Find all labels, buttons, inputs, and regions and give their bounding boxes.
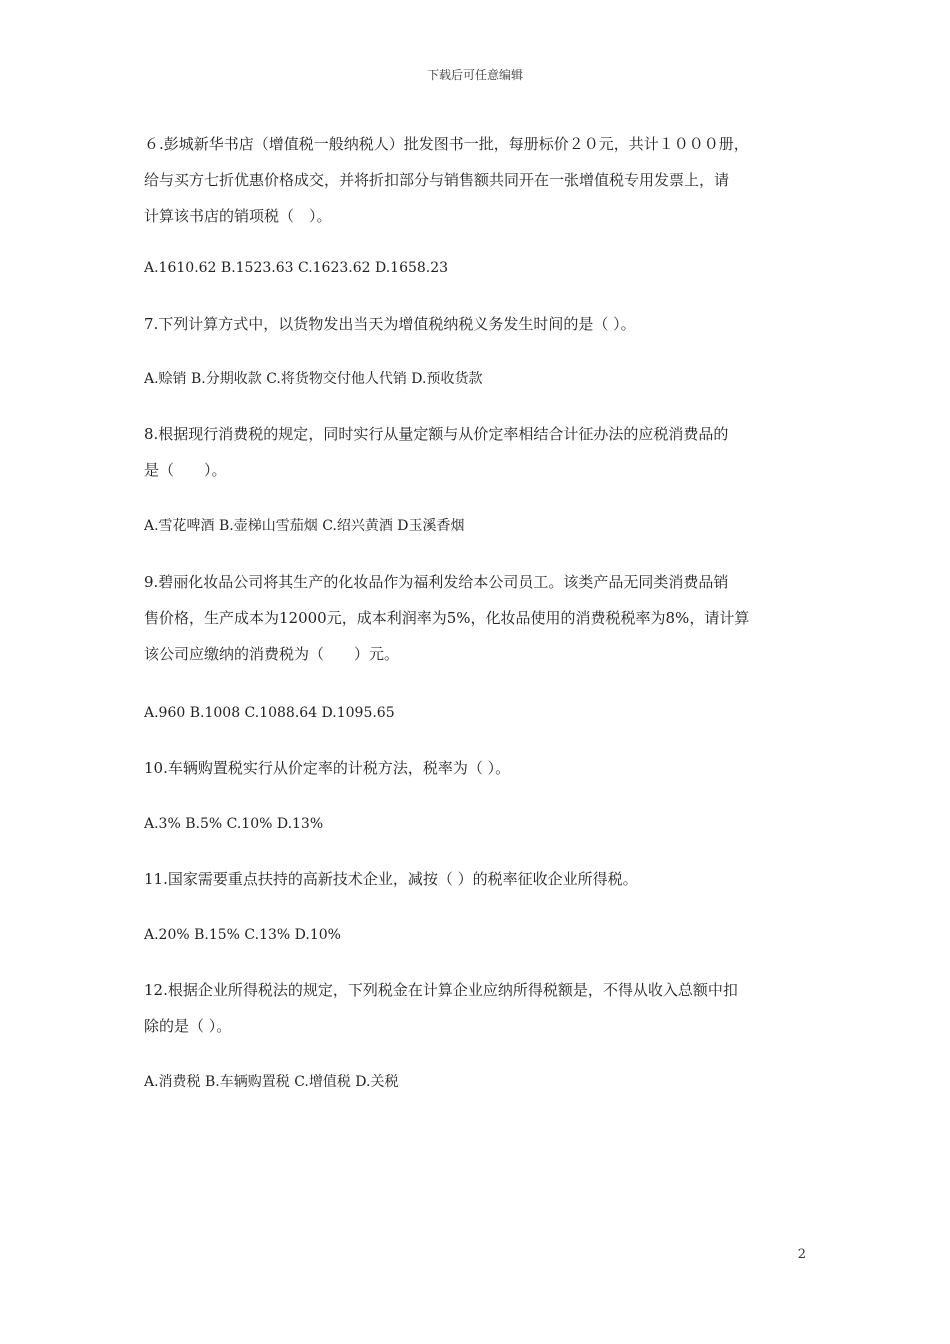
question-line: ６.彭城新华书店（增值税一般纳税人）批发图书一批，每册标价２０元，共计１０００册， xyxy=(144,135,749,153)
question-line: 给与买方七折优惠价格成交，并将折扣部分与销售额共同开在一张增值税专用发票上，请 xyxy=(144,171,730,189)
options-line: A.20% B.15% C.13% D.10% xyxy=(144,927,341,943)
options-line: A.1610.62 B.1523.63 C.1623.62 D.1658.23 xyxy=(144,260,449,276)
question-options-10 xyxy=(144,806,816,842)
question-options-9 xyxy=(144,695,816,731)
options-line: A.960 B.1008 C.1088.64 D.1095.65 xyxy=(144,705,395,721)
question-line: 计算该书店的销项税（ ）。 xyxy=(144,207,332,225)
options-line: A.3% B.5% C.10% D.13% xyxy=(144,816,324,832)
question-stem-9 xyxy=(144,564,816,672)
question-options-7 xyxy=(144,361,816,397)
question-stem-12 xyxy=(144,972,816,1044)
options-line: A.赊销 B.分期收款 C.将货物交付他人代销 D.预收货款 xyxy=(144,371,483,387)
options-line: A.雪花啤酒 B.壶梯山雪茄烟 C.绍兴黄酒 D玉溪香烟 xyxy=(144,518,465,534)
question-line: 11.国家需要重点扶持的高新技术企业，减按（ ）的税率征收企业所得税。 xyxy=(144,870,638,888)
question-stem-10 xyxy=(144,750,816,786)
question-stem-7 xyxy=(144,306,816,342)
options-line: A.消费税 B.车辆购置税 C.增值税 D.关税 xyxy=(144,1074,399,1090)
page-header: 下载后可任意编辑 xyxy=(426,68,523,82)
question-options-11 xyxy=(144,917,816,953)
page-number: 2 xyxy=(797,1247,806,1262)
question-stem-8 xyxy=(144,416,816,488)
question-line: 是（ ）。 xyxy=(144,461,227,479)
question-line: 9.碧丽化妆品公司将其生产的化妆品作为福利发给本公司员工。该类产品无同类消费品销 xyxy=(144,573,729,591)
question-line: 12.根据企业所得税法的规定，下列税金在计算企业应纳所得税额是，不得从收入总额中扣 xyxy=(144,981,738,999)
question-line: 7.下列计算方式中，以货物发出当天为增值税纳税义务发生时间的是（ ）。 xyxy=(144,315,636,333)
question-line: 8.根据现行消费税的规定，同时实行从量定额与从价定率相结合计征办法的应税消费品的 xyxy=(144,425,729,443)
question-line: 除的是（ ）。 xyxy=(144,1017,232,1035)
question-options-12 xyxy=(144,1064,816,1100)
question-line: 售价格，生产成本为12000元，成本利润率为5%，化妆品使用的消费税税率为8%，请计算 xyxy=(144,609,750,627)
question-line: 该公司应缴纳的消费税为（ ）元。 xyxy=(144,645,400,663)
question-options-6 xyxy=(144,250,816,286)
question-stem-11 xyxy=(144,861,816,897)
question-line: 10.车辆购置税实行从价定率的计税方法，税率为（ ）。 xyxy=(144,759,511,777)
question-options-8 xyxy=(144,508,816,544)
question-stem-6 xyxy=(144,126,816,234)
